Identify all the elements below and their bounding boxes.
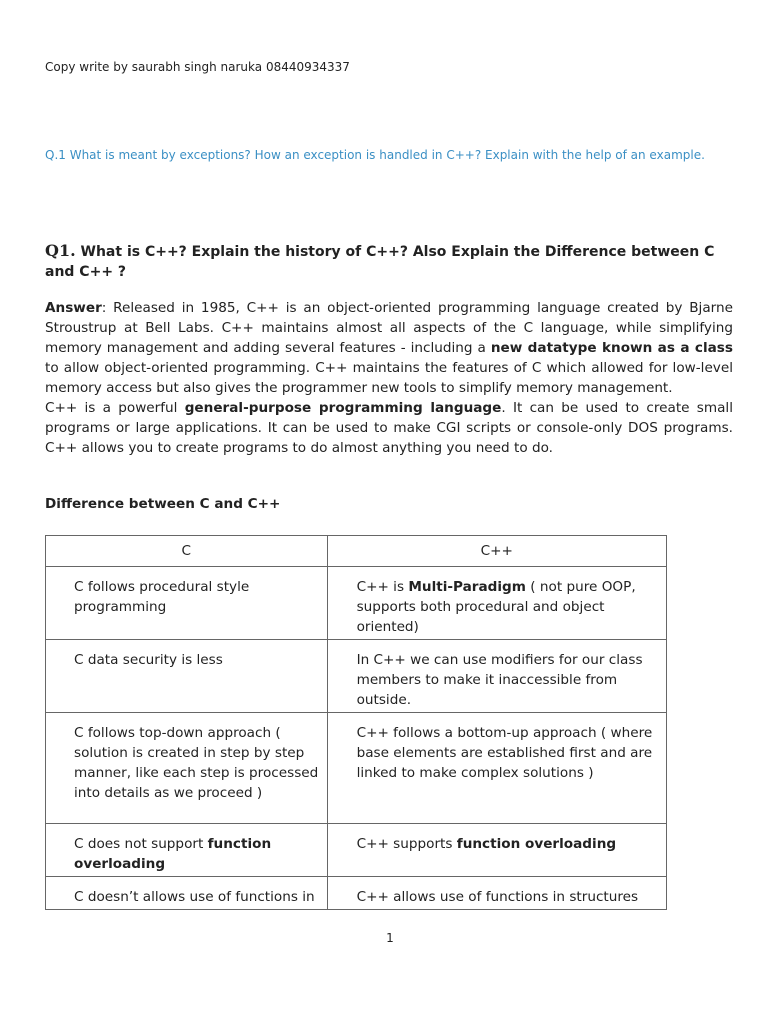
- cell-bold-text: function overloading: [74, 836, 272, 872]
- table-cell-c: [46, 824, 328, 877]
- exceptions-question: Q.1 What is meant by exceptions? How an exception is handled in C++? Explain with the help of an example.: [45, 148, 705, 162]
- table-row: [46, 877, 667, 910]
- cell-text-part: C++ supports: [356, 836, 457, 852]
- q1-number: Q1.: [45, 241, 76, 260]
- table-cell-cpp: [327, 640, 666, 713]
- cell-bold-text: Multi-Paradigm: [408, 579, 526, 595]
- q1-text: What is C++? Explain the history of C++? Also Explain the Difference between C and C++ ?: [45, 244, 715, 280]
- answer-p2-bold: general-purpose programming language: [184, 400, 502, 416]
- cell-text-part: C does not support: [74, 836, 208, 852]
- table-cell-cpp: [327, 877, 666, 910]
- cell-text: C follows top-down approach ( solution is created in step by step manner, like each step is processed into details as we proceed ): [74, 725, 319, 801]
- table-row: [46, 713, 667, 824]
- copyright-line: Copy write by saurabh singh naruka 08440934337: [45, 60, 350, 74]
- comparison-table: [45, 535, 667, 910]
- table-cell-c: [46, 640, 328, 713]
- cell-text: C data security is less: [74, 652, 223, 668]
- table-cell-c: [46, 567, 328, 640]
- cell-text: In C++ we can use modifiers for our class members to make it inaccessible from outside.: [356, 652, 643, 708]
- cell-text: [46, 824, 327, 876]
- cell-text-part: C++ is: [356, 579, 409, 595]
- table-header-row: [46, 536, 667, 567]
- answer-p2-text-b: . It can be used to create small programs or large applications. It can be used to make CGI scripts or console-only DOS programs. C++ allows you to create programs to do almost anything you need to do.: [45, 400, 733, 456]
- column-header-c: C: [46, 536, 328, 567]
- answer-body: [45, 298, 733, 458]
- cell-text: [328, 824, 666, 856]
- answer-p1-text-b: to allow object-oriented programming. C++ maintains the features of C which allowed for low-level memory access but also gives the programmer new tools to simplify memory management.: [45, 360, 733, 396]
- answer-p2-text-a: C++ is a powerful: [45, 400, 185, 416]
- table-cell-cpp: [327, 567, 666, 640]
- answer-label: Answer: [45, 300, 102, 316]
- difference-heading: Difference between C and C++: [45, 496, 281, 512]
- answer-paragraph-2: [45, 398, 733, 458]
- cell-bold-text: function overloading: [456, 836, 617, 852]
- cell-text: C doesn’t allows use of functions in: [74, 889, 315, 905]
- table-row: [46, 567, 667, 640]
- table-cell-cpp: [327, 713, 666, 824]
- table-row: [46, 824, 667, 877]
- cell-text: C++ allows use of functions in structures: [356, 889, 639, 905]
- q1-heading: [45, 241, 735, 282]
- cell-text: [328, 567, 666, 639]
- cell-text: C follows procedural style programming: [74, 579, 250, 615]
- column-header-cpp: C++: [327, 536, 666, 567]
- table-row: [46, 640, 667, 713]
- table-cell-c: [46, 877, 328, 910]
- answer-paragraph-1: [45, 298, 733, 398]
- page-number: 1: [386, 931, 394, 945]
- answer-p1-bold: new datatype known as a class: [490, 340, 733, 356]
- table-cell-c: [46, 713, 328, 824]
- answer-p1-text-a: : Released in 1985, C++ is an object-oriented programming language created by Bjarne Stroustrup at Bell Labs. C++ maintains almost all aspects of the C language, while simplifying memory management and adding several features - including a: [45, 300, 733, 356]
- cell-text: C++ follows a bottom-up approach ( where base elements are established first and are linked to make complex solutions ): [356, 725, 653, 781]
- cell-text-part: ( not pure OOP, supports both procedural and object oriented): [356, 579, 636, 635]
- table-cell-cpp: [327, 824, 666, 877]
